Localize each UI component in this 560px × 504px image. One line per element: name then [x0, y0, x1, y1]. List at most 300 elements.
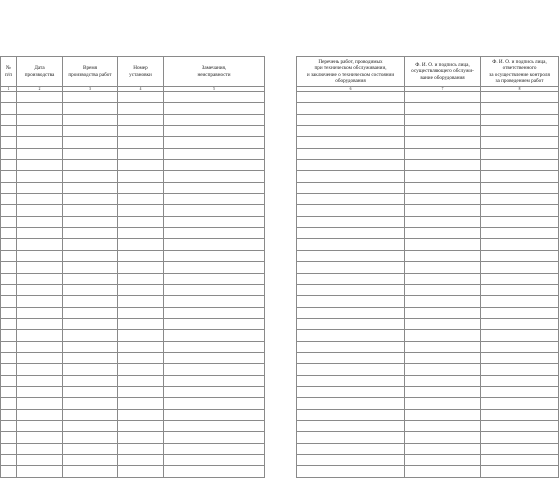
table-cell: [405, 92, 481, 103]
table-row: [1, 284, 265, 295]
log-body-right: [297, 92, 559, 478]
column-header-unit-number: Номер установки: [118, 57, 164, 87]
table-cell: [1, 250, 17, 261]
table-cell: [297, 443, 405, 454]
table-cell: [1, 148, 17, 159]
table-cell: [118, 250, 164, 261]
header-row: [1, 57, 265, 87]
table-cell: [297, 352, 405, 363]
table-row: [1, 318, 265, 329]
table-cell: [297, 171, 405, 182]
table-row: [297, 228, 559, 239]
table-row: [297, 194, 559, 205]
table-cell: [297, 205, 405, 216]
table-cell: [405, 318, 481, 329]
table-cell: [63, 114, 118, 125]
table-row: [1, 296, 265, 307]
table-cell: [164, 284, 265, 295]
table-cell: [63, 352, 118, 363]
table-cell: [1, 318, 17, 329]
table-cell: [481, 171, 559, 182]
table-row: [297, 352, 559, 363]
table-cell: [481, 228, 559, 239]
table-cell: [63, 466, 118, 477]
table-row: [1, 171, 265, 182]
table-cell: [118, 194, 164, 205]
table-cell: [17, 398, 63, 409]
table-cell: [118, 375, 164, 386]
column-number: 5: [164, 87, 265, 92]
table-cell: [297, 250, 405, 261]
table-cell: [1, 443, 17, 454]
table-cell: [481, 205, 559, 216]
table-cell: [481, 114, 559, 125]
table-row: [297, 330, 559, 341]
table-cell: [1, 92, 17, 103]
table-cell: [63, 409, 118, 420]
table-cell: [297, 262, 405, 273]
table-row: [1, 250, 265, 261]
table-cell: [1, 273, 17, 284]
table-cell: [164, 432, 265, 443]
table-cell: [63, 375, 118, 386]
table-cell: [297, 409, 405, 420]
table-cell: [118, 307, 164, 318]
column-number: 3: [63, 87, 118, 92]
table-cell: [405, 341, 481, 352]
table-cell: [297, 307, 405, 318]
table-row: [297, 284, 559, 295]
table-cell: [63, 171, 118, 182]
table-cell: [164, 318, 265, 329]
table-cell: [63, 273, 118, 284]
table-cell: [164, 443, 265, 454]
table-row: [297, 148, 559, 159]
table-cell: [481, 432, 559, 443]
table-cell: [118, 137, 164, 148]
table-cell: [297, 296, 405, 307]
table-cell: [405, 194, 481, 205]
table-row: [1, 386, 265, 397]
table-cell: [297, 126, 405, 137]
table-cell: [405, 386, 481, 397]
table-cell: [17, 318, 63, 329]
table-cell: [118, 171, 164, 182]
table-cell: [481, 386, 559, 397]
table-cell: [118, 273, 164, 284]
table-cell: [481, 466, 559, 477]
table-cell: [481, 92, 559, 103]
table-row: [297, 420, 559, 431]
table-cell: [405, 364, 481, 375]
table-cell: [297, 228, 405, 239]
table-cell: [1, 194, 17, 205]
table-cell: [118, 284, 164, 295]
table-cell: [164, 386, 265, 397]
table-cell: [164, 273, 265, 284]
table-cell: [1, 386, 17, 397]
table-cell: [297, 194, 405, 205]
table-cell: [118, 341, 164, 352]
table-cell: [405, 352, 481, 363]
table-cell: [481, 364, 559, 375]
table-cell: [17, 171, 63, 182]
table-cell: [164, 194, 265, 205]
table-cell: [63, 341, 118, 352]
table-row: [1, 432, 265, 443]
table-cell: [17, 137, 63, 148]
table-cell: [164, 409, 265, 420]
table-cell: [481, 284, 559, 295]
column-header-servicing-person: Ф. И. О. и подпись лица, осуществляющего обслужи- вание оборудования: [405, 57, 481, 87]
table-row: [297, 137, 559, 148]
table-cell: [405, 171, 481, 182]
table-cell: [297, 92, 405, 103]
table-row: [297, 160, 559, 171]
table-row: [1, 92, 265, 103]
table-cell: [405, 466, 481, 477]
table-cell: [17, 114, 63, 125]
maintenance-log-table-right: [296, 56, 559, 478]
table-row: [1, 341, 265, 352]
table-cell: [405, 330, 481, 341]
table-cell: [63, 228, 118, 239]
table-cell: [63, 182, 118, 193]
table-cell: [63, 160, 118, 171]
table-row: [297, 250, 559, 261]
table-cell: [118, 126, 164, 137]
table-cell: [17, 386, 63, 397]
column-number: 1: [1, 87, 17, 92]
table-cell: [481, 330, 559, 341]
table-cell: [1, 409, 17, 420]
table-row: [1, 443, 265, 454]
table-cell: [17, 205, 63, 216]
table-cell: [164, 228, 265, 239]
table-cell: [164, 182, 265, 193]
table-cell: [63, 216, 118, 227]
table-cell: [481, 239, 559, 250]
table-cell: [118, 262, 164, 273]
table-cell: [118, 364, 164, 375]
table-cell: [17, 364, 63, 375]
table-cell: [297, 455, 405, 466]
table-cell: [164, 466, 265, 477]
table-cell: [405, 409, 481, 420]
table-cell: [164, 205, 265, 216]
table-cell: [297, 216, 405, 227]
table-cell: [405, 216, 481, 227]
table-row: [1, 330, 265, 341]
table-row: [1, 352, 265, 363]
table-cell: [118, 409, 164, 420]
table-cell: [118, 398, 164, 409]
table-cell: [405, 420, 481, 431]
table-cell: [118, 216, 164, 227]
table-cell: [17, 194, 63, 205]
column-number: 8: [481, 87, 559, 92]
table-row: [297, 307, 559, 318]
table-row: [1, 148, 265, 159]
table-cell: [405, 455, 481, 466]
table-cell: [118, 330, 164, 341]
table-cell: [405, 284, 481, 295]
table-row: [297, 375, 559, 386]
table-cell: [405, 103, 481, 114]
table-cell: [164, 239, 265, 250]
table-cell: [164, 455, 265, 466]
table-cell: [63, 330, 118, 341]
table-cell: [481, 103, 559, 114]
column-number: 4: [118, 87, 164, 92]
table-cell: [63, 420, 118, 431]
table-cell: [405, 114, 481, 125]
table-cell: [1, 284, 17, 295]
table-cell: [1, 352, 17, 363]
table-cell: [164, 250, 265, 261]
table-cell: [405, 160, 481, 171]
table-cell: [17, 273, 63, 284]
table-cell: [17, 228, 63, 239]
table-cell: [1, 364, 17, 375]
right-page: [296, 56, 558, 449]
table-cell: [17, 420, 63, 431]
table-row: [297, 262, 559, 273]
table-cell: [164, 307, 265, 318]
column-header-work-list: Перечень работ, проводимых при техническом обслуживании, и заключение о техническом состоянии оборудования: [297, 57, 405, 87]
table-cell: [63, 137, 118, 148]
table-row: [1, 364, 265, 375]
table-cell: [1, 432, 17, 443]
table-cell: [297, 182, 405, 193]
table-cell: [1, 228, 17, 239]
table-row: [1, 409, 265, 420]
table-cell: [17, 239, 63, 250]
table-cell: [481, 262, 559, 273]
table-cell: [63, 103, 118, 114]
table-cell: [1, 171, 17, 182]
table-cell: [405, 126, 481, 137]
table-cell: [17, 466, 63, 477]
table-cell: [1, 398, 17, 409]
table-row: [297, 103, 559, 114]
column-number: 7: [405, 87, 481, 92]
table-cell: [63, 205, 118, 216]
table-cell: [164, 364, 265, 375]
table-row: [1, 228, 265, 239]
table-cell: [1, 205, 17, 216]
table-cell: [405, 148, 481, 159]
table-row: [1, 375, 265, 386]
table-cell: [405, 432, 481, 443]
table-row: [1, 103, 265, 114]
table-cell: [481, 273, 559, 284]
table-cell: [118, 432, 164, 443]
table-cell: [405, 250, 481, 261]
table-cell: [1, 137, 17, 148]
table-cell: [481, 352, 559, 363]
table-cell: [17, 341, 63, 352]
table-cell: [17, 409, 63, 420]
table-row: [297, 296, 559, 307]
table-cell: [481, 160, 559, 171]
table-cell: [405, 273, 481, 284]
table-row: [297, 443, 559, 454]
table-row: [297, 466, 559, 477]
table-cell: [297, 386, 405, 397]
table-cell: [405, 307, 481, 318]
table-cell: [63, 284, 118, 295]
table-cell: [1, 330, 17, 341]
table-cell: [63, 443, 118, 454]
table-row: [1, 262, 265, 273]
maintenance-log-table-left: [0, 56, 265, 478]
table-row: [1, 466, 265, 477]
table-cell: [1, 375, 17, 386]
table-row: [297, 205, 559, 216]
table-cell: [164, 92, 265, 103]
table-cell: [297, 114, 405, 125]
table-cell: [1, 455, 17, 466]
table-row: [297, 455, 559, 466]
column-number: 2: [17, 87, 63, 92]
table-cell: [63, 455, 118, 466]
table-cell: [297, 375, 405, 386]
column-number: 6: [297, 87, 405, 92]
table-cell: [164, 330, 265, 341]
table-cell: [297, 273, 405, 284]
table-cell: [1, 126, 17, 137]
table-cell: [481, 455, 559, 466]
table-cell: [17, 216, 63, 227]
table-cell: [17, 262, 63, 273]
table-cell: [118, 352, 164, 363]
table-cell: [164, 148, 265, 159]
table-cell: [481, 194, 559, 205]
table-cell: [63, 307, 118, 318]
table-row: [297, 273, 559, 284]
table-cell: [481, 216, 559, 227]
table-cell: [164, 216, 265, 227]
table-cell: [17, 103, 63, 114]
table-cell: [1, 341, 17, 352]
table-cell: [63, 126, 118, 137]
table-cell: [63, 262, 118, 273]
table-cell: [164, 375, 265, 386]
table-cell: [405, 239, 481, 250]
table-cell: [297, 284, 405, 295]
table-cell: [164, 160, 265, 171]
table-row: [297, 364, 559, 375]
table-cell: [297, 420, 405, 431]
table-row: [297, 182, 559, 193]
table-cell: [1, 114, 17, 125]
table-cell: [405, 262, 481, 273]
table-cell: [17, 160, 63, 171]
table-cell: [1, 262, 17, 273]
table-cell: [118, 239, 164, 250]
left-page: [0, 56, 264, 449]
table-cell: [481, 341, 559, 352]
table-row: [1, 182, 265, 193]
table-cell: [481, 443, 559, 454]
table-row: [1, 307, 265, 318]
table-cell: [1, 160, 17, 171]
table-row: [297, 409, 559, 420]
table-cell: [164, 296, 265, 307]
table-row: [297, 432, 559, 443]
table-cell: [481, 409, 559, 420]
table-cell: [118, 160, 164, 171]
table-row: [297, 318, 559, 329]
table-cell: [481, 182, 559, 193]
table-cell: [297, 160, 405, 171]
table-row: [1, 216, 265, 227]
table-cell: [405, 443, 481, 454]
table-cell: [118, 466, 164, 477]
table-cell: [118, 318, 164, 329]
table-cell: [297, 341, 405, 352]
table-cell: [297, 466, 405, 477]
table-cell: [297, 318, 405, 329]
table-cell: [164, 114, 265, 125]
table-cell: [164, 398, 265, 409]
table-row: [297, 92, 559, 103]
table-row: [297, 341, 559, 352]
table-cell: [297, 398, 405, 409]
table-cell: [1, 296, 17, 307]
table-row: [297, 126, 559, 137]
table-cell: [17, 92, 63, 103]
table-cell: [63, 194, 118, 205]
table-cell: [164, 262, 265, 273]
column-header-date: Дата производства: [17, 57, 63, 87]
table-cell: [405, 137, 481, 148]
log-body-left: [1, 92, 265, 478]
table-cell: [118, 92, 164, 103]
table-cell: [405, 228, 481, 239]
table-cell: [297, 148, 405, 159]
table-cell: [118, 228, 164, 239]
table-cell: [1, 182, 17, 193]
table-cell: [17, 182, 63, 193]
table-row: [1, 273, 265, 284]
table-cell: [17, 455, 63, 466]
table-cell: [63, 398, 118, 409]
table-cell: [1, 103, 17, 114]
table-cell: [118, 443, 164, 454]
table-cell: [297, 364, 405, 375]
table-cell: [405, 375, 481, 386]
table-cell: [164, 126, 265, 137]
table-cell: [118, 114, 164, 125]
table-row: [297, 239, 559, 250]
table-cell: [164, 352, 265, 363]
table-row: [297, 386, 559, 397]
table-cell: [481, 137, 559, 148]
table-cell: [481, 307, 559, 318]
table-cell: [405, 296, 481, 307]
table-cell: [118, 103, 164, 114]
table-row: [1, 114, 265, 125]
table-cell: [17, 284, 63, 295]
table-row: [1, 420, 265, 431]
table-cell: [63, 250, 118, 261]
table-cell: [297, 330, 405, 341]
table-cell: [297, 432, 405, 443]
table-cell: [63, 318, 118, 329]
table-cell: [405, 182, 481, 193]
